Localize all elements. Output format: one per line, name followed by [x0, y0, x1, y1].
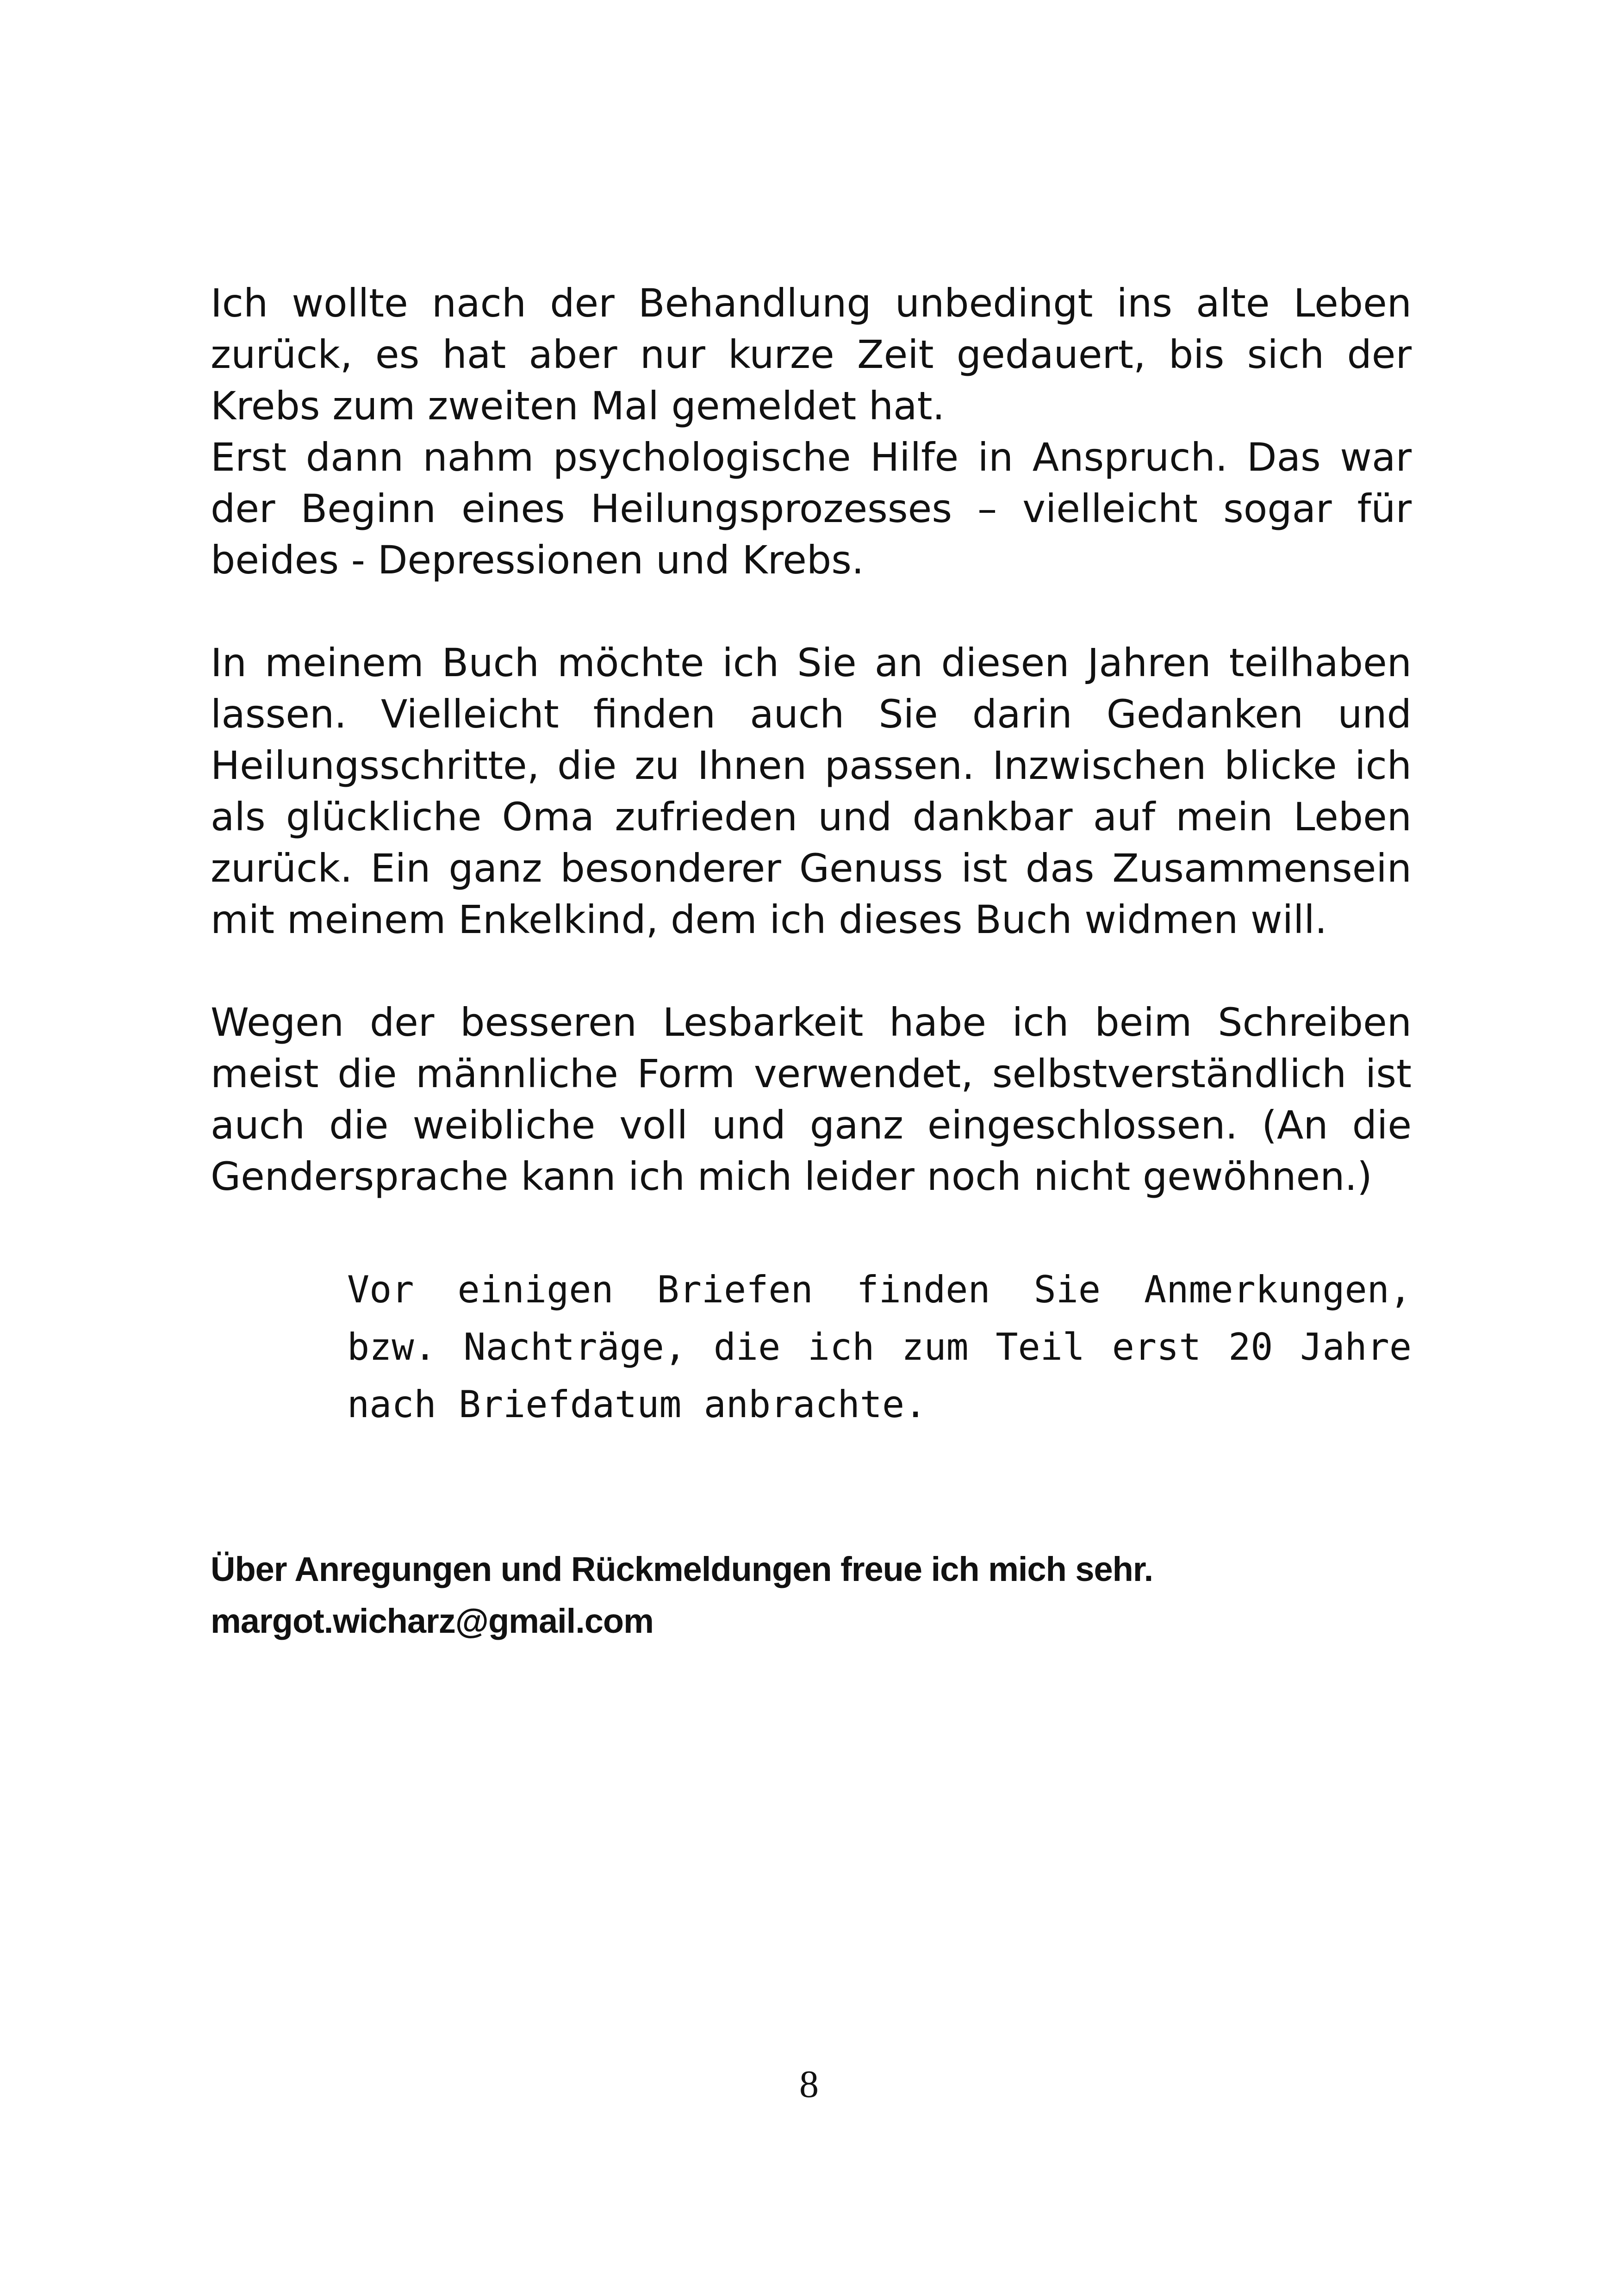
paragraph-2: Erst dann nahm psychologische Hilfe in Anspruch. Das war der Beginn eines Heilungsprozesses – vielleicht sogar für beides - Depressionen und Krebs.: [211, 435, 1412, 583]
body-text-block-2: [211, 637, 1412, 946]
page-number: 8: [799, 2063, 819, 2106]
body-text-block-1: [211, 278, 1412, 586]
contact-footer: [211, 1543, 1153, 1647]
feedback-line: Über Anregungen und Rückmeldungen freue ich mich sehr.: [211, 1550, 1153, 1588]
editorial-note: Vor einigen Briefen finden Sie Anmerkungen, bzw. Nachträge, die ich zum Teil erst 20 Jahre nach Briefdatum anbrachte.: [347, 1268, 1412, 1426]
body-text-block-3: [211, 997, 1412, 1202]
email-address: margot.wicharz@gmail.com: [211, 1602, 653, 1640]
paragraph-4: Wegen der besseren Lesbarkeit habe ich beim Schreiben meist die männliche Form verwendet, selbstverständlich ist auch die weibliche voll und ganz eingeschlossen. (An die Gendersprache kann ich mich leider noch nicht gewöhnen.): [211, 1000, 1412, 1199]
paragraph-1: Ich wollte nach der Behandlung unbedingt ins alte Leben zurück, es hat aber nur kurze Zeit gedauert, bis sich der Krebs zum zweiten Mal gemeldet hat.: [211, 280, 1412, 429]
paragraph-3: In meinem Buch möchte ich Sie an diesen Jahren teilhaben lassen. Vielleicht finden auch Sie darin Gedanken und Heilungsschritte, die zu Ihnen passen. Inzwischen blicke ich als glückliche Oma zufrieden und dankbar auf mein Leben zurück. Ein ganz besonderer Genuss ist das Zusammensein mit meinem Enkelkind, dem ich dieses Buch widmen will.: [211, 640, 1412, 942]
